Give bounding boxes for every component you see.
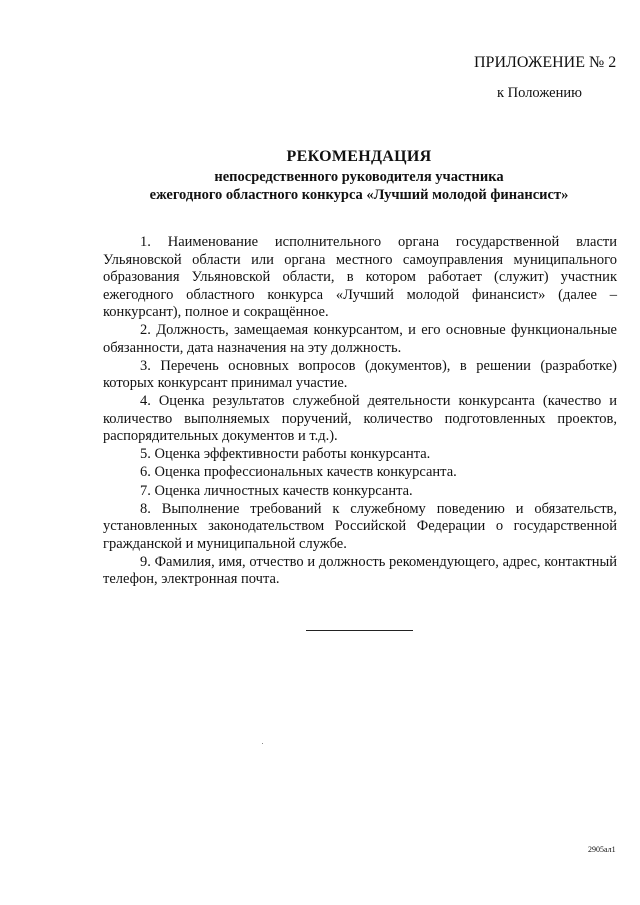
- list-item-9: 9. Фамилия, имя, отчество и должность рекомендующего, адрес, контактный телефон, электронная почта.: [103, 553, 617, 588]
- list-item-3: 3. Перечень основных вопросов (документов), в решении (разработке) которых конкурсант принимал участие.: [103, 357, 617, 392]
- document-code: 2905ал1: [588, 845, 616, 854]
- document-subtitle-line-2: ежегодного областного конкурса «Лучший молодой финансист»: [149, 187, 569, 203]
- list-item-7: 7. Оценка личностных качеств конкурсанта.: [140, 482, 413, 499]
- list-item-4: 4. Оценка результатов служебной деятельности конкурсанта (качество и количество выполняемых поручений, количество подготовленных проектов, распорядительных документов и т.д.).: [103, 393, 617, 445]
- appendix-reference: к Положению: [497, 85, 582, 101]
- document-title: РЕКОМЕНДАЦИЯ: [286, 148, 432, 165]
- end-divider: [306, 630, 413, 631]
- list-item-1: 1. Наименование исполнительного органа государственной власти Ульяновской области или органа местного самоуправления муниципального образования Ульяновской области, в котором работает (служит) участник ежегодного областного конкурса «Лучший молодой финансист» (далее – конкурсант), полное и сокращённое.: [103, 234, 617, 320]
- appendix-label: ПРИЛОЖЕНИЕ № 2: [474, 54, 617, 71]
- document-subtitle-line-1: непосредственного руководителя участника: [214, 169, 504, 185]
- scan-speck: [262, 743, 263, 744]
- list-item-5: 5. Оценка эффективности работы конкурсанта.: [140, 446, 431, 463]
- list-item-8: 8. Выполнение требований к служебному поведению и обязательств, установленных законодательством Российской Федерации о государственной гражданской и муниципальной службе.: [103, 500, 617, 552]
- document-body: [103, 234, 617, 589]
- list-item-2: 2. Должность, замещаемая конкурсантом, и его основные функциональные обязанности, дата назначения на эту должность.: [103, 322, 617, 356]
- list-item-6: 6. Оценка профессиональных качеств конкурсанта.: [140, 464, 457, 481]
